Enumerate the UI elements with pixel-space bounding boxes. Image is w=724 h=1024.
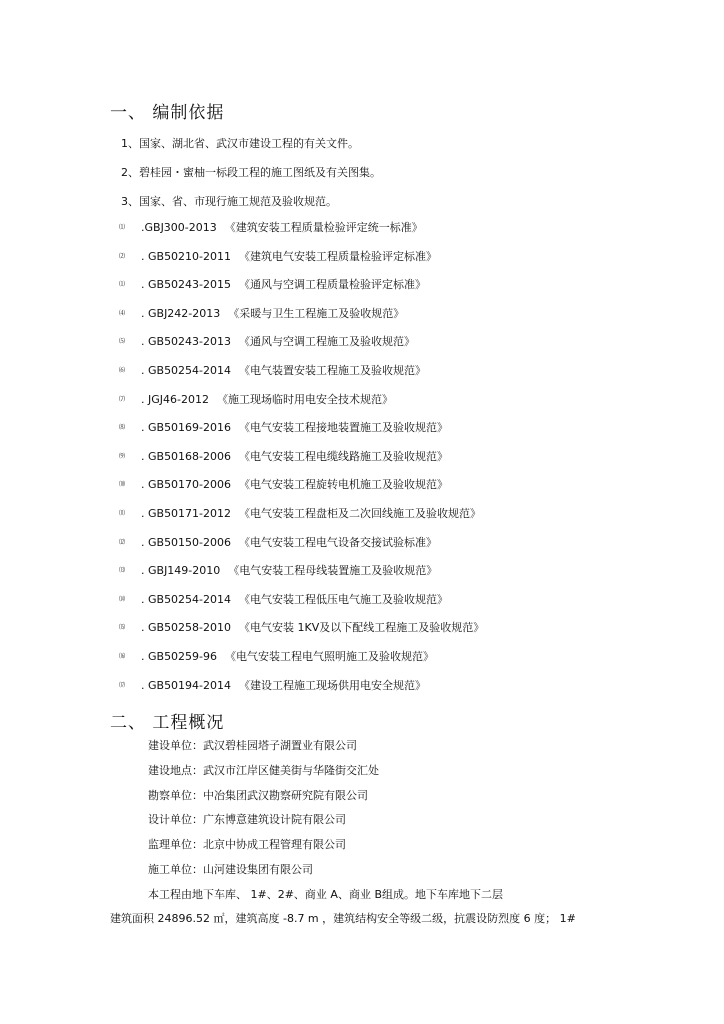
standard-code: . GB50168-2006 xyxy=(141,449,232,463)
standard-number: ⑿ xyxy=(119,538,126,546)
standard-title: 《电气安装工程电气照明施工及验收规范》 xyxy=(225,650,435,663)
standard-item xyxy=(119,591,448,607)
overview-line: 设计单位：广东博意建筑设计院有限公司 xyxy=(148,813,346,827)
standard-item xyxy=(119,619,484,635)
standard-number: ⑼ xyxy=(119,452,126,460)
standard-item xyxy=(119,391,393,407)
standard-number: ⒄ xyxy=(119,681,126,689)
standard-item xyxy=(119,362,426,378)
standard-item xyxy=(119,648,434,664)
standard-item xyxy=(119,534,437,550)
standard-title: 《电气安装工程旋转电机施工及验收规范》 xyxy=(239,478,449,492)
standard-title: 《电气安装工程电气设备交接试验标准》 xyxy=(239,535,438,549)
overview-intro-line-2: 建筑面积 24896.52 ㎡，建筑高度 -8.7 m ，建筑结构安全等级二级，抗震设防烈度 6 度； 1# xyxy=(110,912,576,925)
standard-title: 《电气安装工程母线装置施工及验收规范》 xyxy=(228,564,438,578)
overview-intro-line-1: 本工程由地下车库、 1#、2#、商业 A、商业 B组成。地下车库地下二层 xyxy=(148,888,503,901)
standard-item xyxy=(119,476,448,492)
standard-number: ⒁ xyxy=(119,595,126,603)
standard-code: . GB50243-2015 xyxy=(141,278,232,292)
standard-code: . GB50170-2006 xyxy=(141,478,232,492)
basis-paragraph-3: 3、国家、省、市现行施工规范及验收规范。 xyxy=(121,195,337,208)
standard-title: 《电气安装 1KV及以下配线工程施工及验收规范》 xyxy=(239,621,485,635)
standard-code: . GBJ242-2013 xyxy=(141,306,221,320)
standard-code: . GBJ149-2010 xyxy=(141,564,221,578)
standard-item xyxy=(119,219,423,235)
overview-line: 建设地点：武汉市江岸区健美街与华隆街交汇处 xyxy=(148,763,379,777)
standard-item xyxy=(119,677,426,693)
standard-title: 《通风与空调工程施工及验收规范》 xyxy=(239,335,416,349)
standard-item xyxy=(119,562,437,578)
standard-title: 《建筑电气安装工程质量检验评定标准》 xyxy=(239,249,438,263)
standard-code: . GB50150-2006 xyxy=(141,535,232,549)
standard-item xyxy=(119,248,437,264)
standard-code: . GB50243-2013 xyxy=(141,335,232,349)
section-heading-basis: 一、 编制依据 xyxy=(110,103,225,123)
overview-line: 施工单位：山河建设集团有限公司 xyxy=(148,863,313,876)
standard-item xyxy=(119,333,415,349)
standard-title: 《电气安装工程接地装置施工及验收规范》 xyxy=(239,421,449,435)
standard-title: 《电气安装工程盘柜及二次回线施工及验收规范》 xyxy=(239,507,482,520)
standard-number: ⒂ xyxy=(119,624,126,632)
standard-title: 《通风与空调工程质量检验评定标准》 xyxy=(239,278,427,292)
standard-number: ⑹ xyxy=(119,367,126,374)
standard-code: . JGJ46-2012 xyxy=(141,392,209,406)
standard-title: 《电气安装工程电缆线路施工及验收规范》 xyxy=(239,449,449,463)
standard-number: ⑷ xyxy=(119,309,126,317)
basis-paragraph-1: 1、国家、湖北省、武汉市建设工程的有关文件。 xyxy=(121,137,359,150)
standard-number: ⑸ xyxy=(119,338,126,346)
standard-number: ⒀ xyxy=(119,567,126,575)
section-heading-overview: 二、 工程概况 xyxy=(110,713,225,733)
standard-title: 《施工现场临时用电安全技术规范》 xyxy=(216,392,393,406)
standard-title: 《建设工程施工现场供用电安全规范》 xyxy=(239,678,427,692)
standard-item xyxy=(119,276,426,292)
standard-number: ⒃ xyxy=(119,653,126,660)
basis-paragraph-2: 2、碧桂园・蜜柚一标段工程的施工图纸及有关图集。 xyxy=(121,166,381,179)
standard-code: . GB50254-2014 xyxy=(141,364,232,377)
standard-item xyxy=(119,505,481,521)
standard-code: . GB50194-2014 xyxy=(141,678,232,692)
overview-line: 监理单位：北京中协成工程管理有限公司 xyxy=(148,838,346,852)
overview-line: 建设单位：武汉碧桂园塔子湖置业有限公司 xyxy=(148,739,357,752)
standard-number: ⑴ xyxy=(119,224,126,231)
standard-title: 《采暖与卫生工程施工及验收规范》 xyxy=(228,306,405,320)
standard-number: ⑴ xyxy=(119,281,126,289)
standard-title: 《电气安装工程低压电气施工及验收规范》 xyxy=(239,592,449,606)
overview-line: 勘察单位：中冶集团武汉勘察研究院有限公司 xyxy=(148,788,368,802)
standard-number: ⑽ xyxy=(119,481,126,489)
standard-number: ⑺ xyxy=(119,395,126,403)
standard-code: .GBJ300-2013 xyxy=(141,221,217,234)
standard-code: . GB50171-2012 xyxy=(141,507,232,520)
standard-code: . GB50254-2014 xyxy=(141,592,232,606)
standard-title: 《建筑安装工程质量检验评定统一标准》 xyxy=(224,221,423,234)
standard-item xyxy=(119,419,448,435)
standard-code: . GB50259-96 xyxy=(141,650,218,663)
standard-item xyxy=(119,305,404,321)
standard-number: ⑾ xyxy=(119,510,126,517)
standard-number: ⑵ xyxy=(119,252,126,260)
standard-item xyxy=(119,448,448,464)
standard-code: . GB50258-2010 xyxy=(141,621,232,635)
standard-code: . GB50210-2011 xyxy=(141,249,232,263)
standard-code: . GB50169-2016 xyxy=(141,421,232,435)
standard-title: 《电气装置安装工程施工及验收规范》 xyxy=(239,364,427,377)
standard-number: ⑻ xyxy=(119,424,126,432)
